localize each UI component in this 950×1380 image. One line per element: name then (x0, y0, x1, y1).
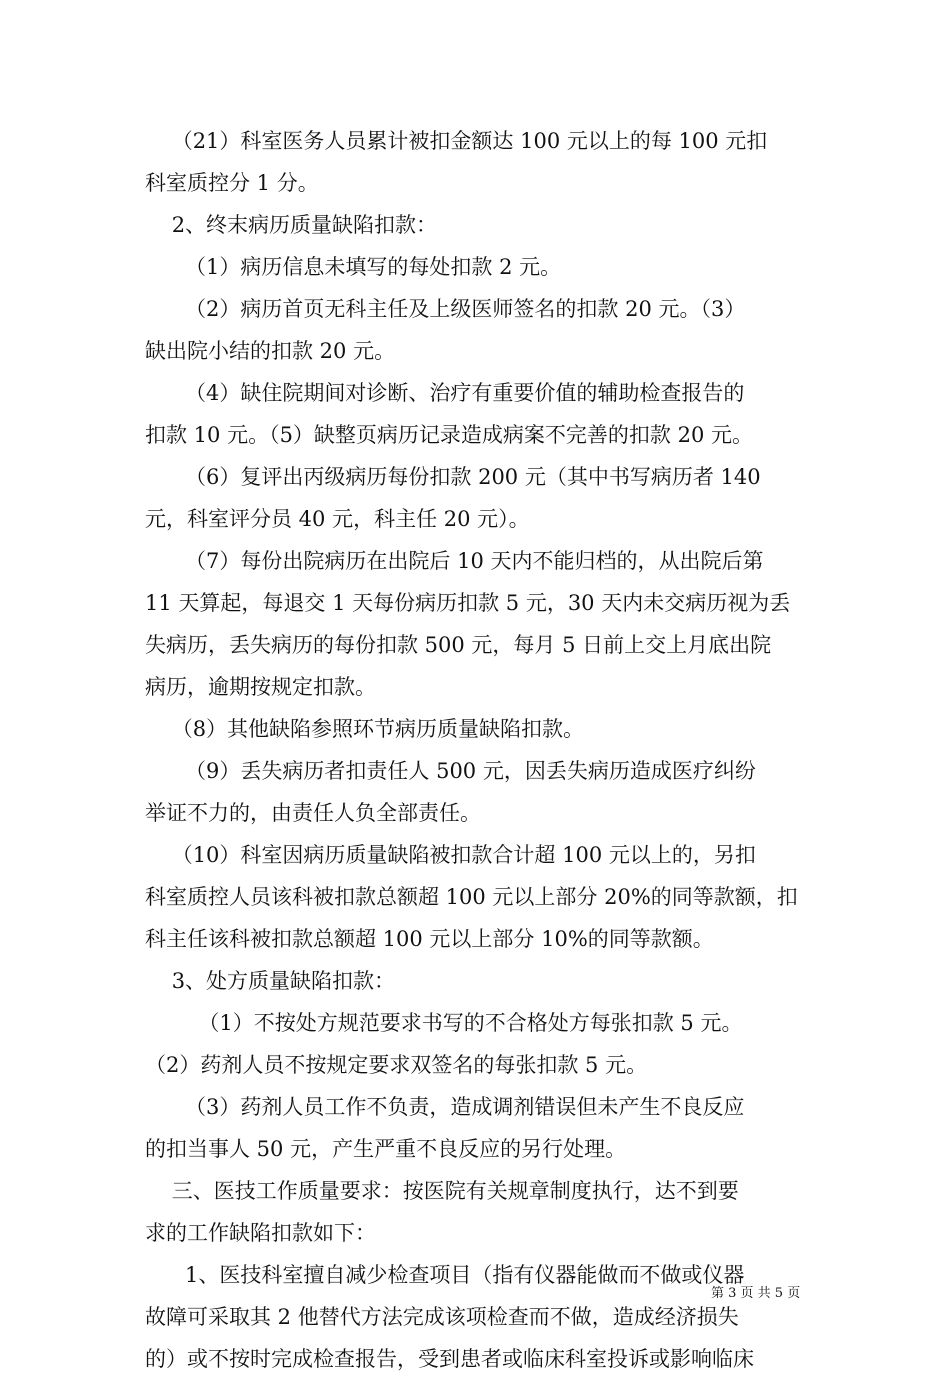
section-heading: 三、医技工作质量要求：按医院有关规章制度执行，达不到要 (145, 1179, 739, 1203)
text-line: 科主任该科被扣款总额超 100 元以上部分 10%的同等款额。 (145, 927, 714, 951)
text-line: （2）病历首页无科主任及上级医师签名的扣款 20 元。（3） (145, 297, 746, 321)
text-line: 扣款 10 元。（5）缺整页病历记录造成病案不完善的扣款 20 元。 (145, 423, 754, 447)
text-line: （9）丢失病历者扣责任人 500 元，因丢失病历造成医疗纠纷 (145, 759, 756, 783)
text-line: （6）复评出丙级病历每份扣款 200 元（其中书写病历者 140 (145, 465, 761, 489)
text-line: （4）缺住院期间对诊断、治疗有重要价值的辅助检查报告的 (145, 381, 745, 405)
text-line: （2）药剂人员不按规定要求双签名的每张扣款 5 元。 (145, 1053, 648, 1077)
text-line: 缺出院小结的扣款 20 元。 (145, 339, 396, 363)
text-line: 科室质控分 1 分。 (145, 171, 319, 195)
text-line: 病历，逾期按规定扣款。 (145, 675, 376, 699)
text-line: 举证不力的，由责任人负全部责任。 (145, 801, 481, 825)
text-line: （3）药剂人员工作不负责，造成调剂错误但未产生不良反应 (145, 1095, 745, 1119)
text-line: 失病历，丢失病历的每份扣款 500 元，每月 5 日前上交上月底出院 (145, 633, 772, 657)
text-line: 求的工作缺陷扣款如下： (145, 1221, 376, 1245)
text-line: 故障可采取其 2 他替代方法完成该项检查而不做，造成经济损失 (145, 1305, 739, 1329)
text-line: （1）不按处方规范要求书写的不合格处方每张扣款 5 元。 (145, 1011, 743, 1035)
text-line: （10）科室因病历质量缺陷被扣款合计超 100 元以上的，另扣 (145, 843, 756, 867)
page-number-footer: 第 3 页 共 5 页 (711, 1286, 801, 1301)
text-line: （7）每份出院病历在出院后 10 天内不能归档的，从出院后第 (145, 549, 764, 573)
text-line: 的扣当事人 50 元，产生严重不良反应的另行处理。 (145, 1137, 627, 1161)
text-line: 1、医技科室擅自减少检查项目（指有仪器能做而不做或仪器 (145, 1263, 745, 1287)
text-line: （8）其他缺陷参照环节病历质量缺陷扣款。 (145, 717, 585, 741)
text-line: （21）科室医务人员累计被扣金额达 100 元以上的每 100 元扣 (145, 129, 768, 153)
text-line: 11 天算起，每退交 1 天每份病历扣款 5 元，30 天内未交病历视为丢 (145, 591, 791, 615)
text-line: 的）或不按时完成检查报告，受到患者或临床科室投诉或影响临床 (145, 1347, 754, 1371)
section-heading: 2、终末病历质量缺陷扣款： (145, 213, 438, 237)
text-line: （1）病历信息未填写的每处扣款 2 元。 (145, 255, 562, 279)
section-heading: 3、处方质量缺陷扣款： (145, 969, 396, 993)
document-body (145, 120, 810, 1380)
text-line: 科室质控人员该科被扣款总额超 100 元以上部分 20%的同等款额，扣 (145, 885, 798, 909)
text-line: 元，科室评分员 40 元，科主任 20 元）。 (145, 507, 530, 531)
